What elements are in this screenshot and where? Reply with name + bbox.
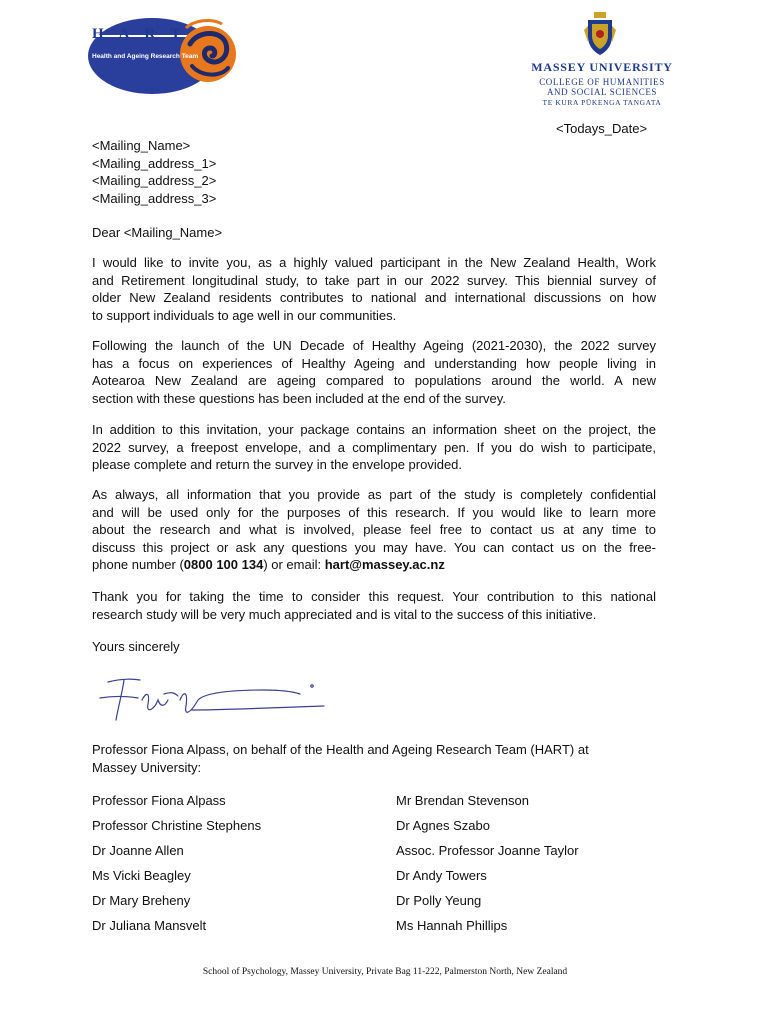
paragraph-line: and Retirement longitudinal study, to take part in our 2022 survey. This biennial survey of: [92, 272, 656, 288]
paragraph-line: Following the launch of the UN Decade of Healthy Ageing (2021-2030), the 2022 survey: [92, 338, 656, 353]
paragraph-line: As always, all information that you provide as part of the study is completely confidential: [92, 487, 656, 502]
team-member: Dr Andy Towers: [396, 868, 487, 883]
hart-logo-letters: H A R T: [92, 26, 187, 42]
paragraph-thanks: [92, 588, 656, 623]
team-member: Dr Mary Breheny: [92, 893, 191, 908]
paragraph-line: older New Zealand residents contributes to national and international discussions on how: [92, 290, 656, 305]
team-member: Ms Vicki Beagley: [92, 868, 191, 883]
contact-prefix: phone number (: [92, 557, 184, 572]
paragraph-line: 2022 survey, a freepost envelope, and a complimentary pen. If you do wish to participate,: [92, 439, 656, 455]
paragraph-line: to support individuals to age well in our communities.: [92, 307, 397, 323]
team-member: Ms Hannah Phillips: [396, 918, 508, 933]
contact-middle: ) or email:: [263, 557, 325, 572]
college-maori-name: TE KURA PŪKENGA TANGATA: [542, 98, 662, 107]
email-address: hart@massey.ac.nz: [324, 557, 445, 572]
college-line-2: AND SOCIAL SCIENCES: [546, 87, 658, 97]
paragraph-line: and will be used only for the purposes of this research. If you would like to learn more: [92, 504, 656, 520]
team-member: Dr Agnes Szabo: [396, 818, 490, 833]
team-member: Dr Polly Yeung: [396, 893, 482, 908]
paragraph-line: please complete and return the survey in the envelope provided.: [92, 457, 463, 472]
salutation: Dear <Mailing_Name>: [92, 225, 223, 240]
address-line: <Mailing_address_3>: [92, 190, 217, 206]
paragraph-invitation: [92, 254, 656, 324]
paragraph-line: section with these questions has been included at the end of the survey.: [92, 390, 506, 406]
team-member: Dr Joanne Allen: [92, 843, 184, 858]
paragraph-line: In addition to this invitation, your package contains an information sheet on the project, the: [92, 422, 656, 437]
college-line-1: COLLEGE OF HUMANITIES: [539, 77, 665, 87]
address-line: <Mailing_address_2>: [92, 173, 217, 188]
paragraph-line: I would like to invite you, as a highly valued participant in the New Zealand Health, Work: [92, 255, 656, 270]
paragraph-confidentiality: [92, 486, 656, 574]
massey-crest-icon: [584, 12, 616, 56]
footer-address: School of Psychology, Massey University, Private Bag 11-222, Palmerston North, New Zealand: [202, 967, 568, 977]
paragraph-package: [92, 421, 656, 474]
contact-line: [92, 556, 656, 574]
address-line: <Mailing_Name>: [92, 138, 191, 153]
address-line: <Mailing_address_1>: [92, 155, 217, 171]
paragraph-line: discuss this project or ask any questions you may have. You can contact us on the free-: [92, 539, 656, 555]
team-member: Professor Christine Stephens: [92, 818, 262, 833]
phone-number: 0800 100 134: [183, 557, 264, 572]
paragraph-healthy-ageing: [92, 337, 656, 407]
paragraph-line: about the research and what is involved, please feel free to contact us at any time to: [92, 522, 656, 537]
paragraph-line: Thank you for taking the time to consider this request. Your contribution to this national: [92, 589, 656, 604]
mailing-address: [92, 137, 216, 207]
team-member: Mr Brendan Stevenson: [396, 793, 529, 808]
hart-logo-subtitle: Health and Ageing Research Team: [92, 53, 199, 60]
team-member: Dr Juliana Mansvelt: [92, 918, 207, 933]
signoff: [92, 741, 589, 776]
signoff-line: Massey University:: [92, 759, 202, 775]
massey-university-name: MASSEY UNIVERSITY: [531, 60, 673, 74]
paragraph-line: has a focus on experiences of Healthy Ageing and understanding how people living in: [92, 355, 656, 371]
team-member: Assoc. Professor Joanne Taylor: [396, 843, 579, 858]
signoff-line: Professor Fiona Alpass, on behalf of the Health and Ageing Research Team (HART) at: [92, 742, 589, 757]
team-member: Professor Fiona Alpass: [92, 793, 226, 808]
signature: [94, 670, 344, 736]
closing: Yours sincerely: [92, 639, 180, 654]
letter-date: <Todays_Date>: [556, 121, 648, 136]
paragraph-line: research study will be very much appreciated and is vital to the success of this initiative.: [92, 606, 597, 622]
paragraph-line: Aotearoa New Zealand are ageing compared to populations around the world. A new: [92, 373, 656, 388]
